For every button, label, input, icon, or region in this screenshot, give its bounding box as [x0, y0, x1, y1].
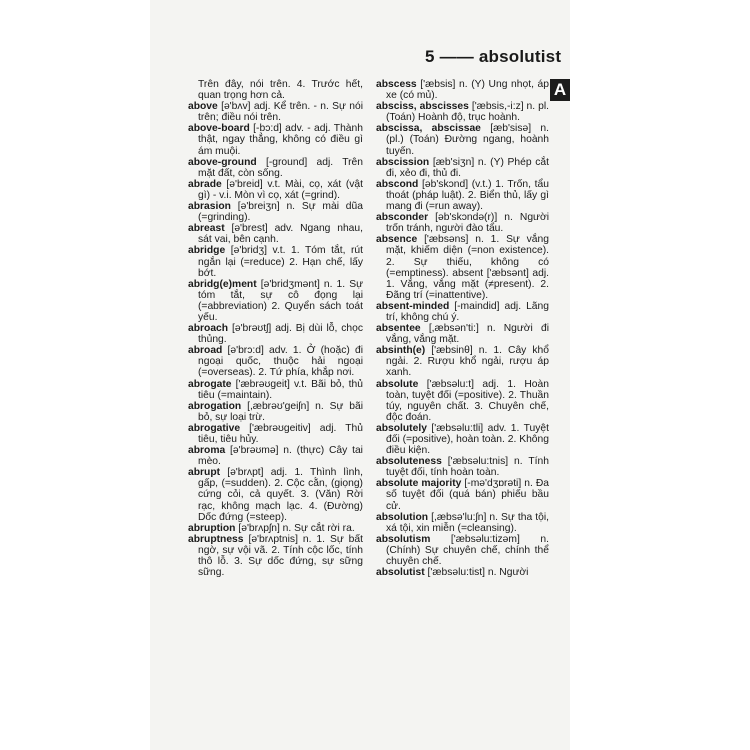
dictionary-entry [188, 157, 363, 179]
dictionary-entry [376, 101, 549, 123]
entry-headword: absconder [376, 212, 429, 224]
entry-definition: [ə'breid] v.t. Mài, cọ, xát (vật gì) - v.i. Mòn vì cọ, xát (=grind). [198, 178, 363, 201]
entry-definition: Trên đây, nói trên. 4. Trước hết, quan trọng hơn cả. [198, 79, 363, 102]
entry-headword: absciss, abscisses [376, 101, 469, 113]
left-column [188, 79, 363, 578]
dictionary-entry [188, 534, 363, 578]
entry-definition: ['æbsəlu:tli] adv. 1. Tuyệt đối (=positive), hoàn toàn. 2. Không điều kiện. [386, 422, 549, 457]
entry-headword: absoluteness [376, 456, 442, 468]
dictionary-entry [376, 123, 549, 156]
dictionary-entry [376, 212, 549, 234]
dictionary-entry [188, 401, 363, 423]
entry-headword: abscission [376, 156, 430, 168]
entry-definition: [əb'skɔnd] (v.t.) 1. Trốn, tẩu thoát (pháp luật). 2. Biển thủ, lấy gì mang đi (=run away). [386, 178, 549, 213]
entry-definition: [ə'bridʒ] v.t. 1. Tóm tắt, rút ngắn lại (=reduce) 2. Hạn chế, lấy bớt. [198, 245, 363, 279]
entry-definition: [-mə'dʒɒrəti] n. Đa số tuyệt đối (quá bán) phiếu bầu cử. [386, 478, 549, 512]
entry-headword: above [188, 101, 218, 113]
dictionary-entry [376, 345, 549, 378]
dictionary-entry [188, 379, 363, 401]
entry-definition: [ə'brʌpt] adj. 1. Thình lình, gấp, (=sudden). 2. Cộc cằn, (giọng) cứng cỏi, cả quyết. 3. (Văn) Rời rạc, không mạch lạc. 4. (Đường) Dốc đứng (=steep). [198, 467, 363, 523]
entry-headword: abrupt [188, 467, 221, 479]
entry-definition: ['æbrəʊgeit] v.t. Bãi bỏ, thủ tiêu (=maintain). [198, 378, 363, 401]
entry-headword: absolute [376, 378, 419, 390]
dictionary-entry [188, 79, 363, 101]
entry-definition: [ə'brəʊmə] n. (thực) Cây tai mèo. [198, 445, 363, 468]
entry-definition: [-bɔ:d] adv. - adj. Thành thật, ngay thẳng, không có điều gì ám muội. [198, 123, 363, 157]
page-header: 5 —— absolutist [425, 47, 562, 66]
entry-headword: abrade [188, 178, 222, 190]
dictionary-entry [376, 534, 549, 567]
dictionary-entry [376, 567, 549, 578]
entry-definition: [əb'skɔndə(r)] n. Người trốn tránh, người đào tẩu. [386, 212, 549, 235]
entry-headword: abscissa, abscissae [376, 123, 481, 135]
dictionary-entry [376, 423, 549, 456]
dictionary-entry [376, 157, 549, 179]
entry-definition: [-maindid] adj. Lãng trí, không chú ý. [386, 300, 549, 323]
dictionary-entry [188, 223, 363, 245]
entry-headword: absentee [376, 323, 421, 335]
entry-definition: [,æbsə'lu:ʃn] n. Sự tha tội, xá tội, xin miễn (=cleansing). [386, 511, 549, 534]
entry-definition: ['æbsis] n. (Y) Ung nhọt, áp xe (có mủ). [386, 79, 549, 102]
entry-headword: abrogate [188, 378, 232, 390]
entry-headword: abrogation [188, 400, 242, 412]
entry-definition: [,æbrəʊ'geiʃn] n. Sự bãi bỏ, sự loại trừ. [198, 400, 363, 423]
entry-headword: abridge [188, 245, 226, 257]
dictionary-entry [376, 456, 549, 478]
dictionary-entry [188, 201, 363, 223]
dictionary-entry [188, 467, 363, 522]
entry-headword: abreast [188, 223, 225, 235]
entry-definition: ['æbsinθ] n. 1. Cây khổ ngải. 2. Rượu khổ ngải, rượu áp xanh. [386, 345, 549, 379]
entry-headword: abrogative [188, 422, 241, 434]
dictionary-entry [376, 179, 549, 212]
dictionary-entry [188, 323, 363, 345]
entry-headword: abridg(e)ment [188, 278, 257, 290]
entry-headword: absolute majority [376, 478, 462, 490]
entry-headword: absolutism [376, 533, 431, 545]
entry-definition: ['æbsəlu:tist] n. Người [427, 567, 529, 579]
entry-definition: [ə'brʌpʃn] n. Sự cắt rời ra. [238, 522, 355, 534]
letter-tab: A [550, 79, 570, 101]
entry-definition: [æb'siʒn] n. (Y) Phép cắt đi, xẻo đi, thủ đi. [386, 156, 549, 179]
entry-definition: [ə'brʌptnis] n. 1. Sự bất ngờ, sự vội vã. 2. Tính cộc lốc, tính thô lỗ. 3. Sự dốc đứng, sự sững sững. [198, 533, 363, 579]
entry-headword: absence [376, 234, 418, 246]
entry-definition: [ə'bʌv] adj. Kể trên. - n. Sự nói trên; điều nói trên. [198, 101, 363, 124]
dictionary-entry [376, 512, 549, 534]
entry-definition: [ə'bridʒmənt] n. 1. Sự tóm tắt, sự cô đọng lại (=abbreviation) 2. Quyển sách toát yếu. [198, 278, 363, 323]
dictionary-entry [376, 234, 549, 301]
dictionary-entry [376, 478, 549, 511]
entry-definition: ['æbsəlu:tizəm] n. (Chính) Sự chuyên chế, chính thể chuyên chế. [386, 533, 549, 568]
dictionary-entry [376, 79, 549, 101]
entry-definition: ['æbsis,-i:z] n. pl. (Toán) Hoành độ, trục hoành. [386, 101, 549, 124]
right-column [376, 79, 549, 578]
dictionary-entry [188, 123, 363, 156]
entry-definition: [,æbsən'ti:] n. Người đi vắng, vắng mặt. [386, 323, 549, 346]
entry-headword: abroach [188, 323, 229, 335]
entry-definition: [ə'brest] adv. Ngang nhau, sát vai, bên cạnh. [198, 223, 363, 246]
entry-headword: above-ground [188, 156, 257, 168]
entry-headword: absent-minded [376, 300, 450, 312]
entry-headword: abrasion [188, 201, 231, 213]
entry-definition: ['æbsəlu:t] adj. 1. Hoàn toàn, tuyệt đối (=positive). 2. Thuần túy, nguyên chất. 3. Chuyên chế, độc đoán. [386, 378, 549, 423]
entry-definition: [ə'brəʊtʃ] adj. Bị dùi lỗ, chọc thủng. [198, 323, 363, 346]
entry-headword: abruptness [188, 533, 244, 545]
dictionary-entry [188, 101, 363, 123]
entry-definition: [ə'breiʒn] n. Sự mài dũa (=grinding). [198, 201, 363, 224]
entry-definition: [-ground] adj. Trên mặt đất, còn sống. [198, 156, 363, 179]
entry-headword: abruption [188, 522, 236, 534]
dictionary-entry [188, 523, 363, 534]
entry-headword: abroad [188, 345, 223, 357]
entry-headword: abscond [376, 178, 419, 190]
dictionary-entry [188, 245, 363, 278]
dictionary-entry [376, 379, 549, 423]
entry-headword: abroma [188, 445, 226, 457]
entry-headword: above-board [188, 123, 250, 135]
dictionary-entry [188, 445, 363, 467]
entry-definition: [æb'sisə] n. (pl.) (Toán) Đường ngang, hoành tuyến. [386, 123, 549, 157]
entry-definition: [ə'brɔ:d] adv. 1. Ở (hoặc) đi ngoại quốc, thuộc hải ngoại (=overseas). 2. Tứ phía, khắp nơi. [198, 345, 363, 379]
entry-headword: abscess [376, 79, 417, 90]
entry-headword: absolution [376, 511, 429, 523]
entry-headword: absolutely [376, 422, 427, 434]
dictionary-entry [376, 301, 549, 323]
entry-definition: ['æbsəns] n. 1. Sự vắng mặt, khiếm diện (=non existence). 2. Sự thiếu, không có (=emptiness). absent ['æbsənt] adj. 1. Vắng, vắng mặt (≠present). 2. Đãng trí (=inattentive). [386, 234, 549, 301]
dictionary-entry [188, 279, 363, 323]
entry-definition: ['æbsəlu:tnis] n. Tính tuyệt đối, tính hoàn toàn. [386, 456, 549, 479]
entry-headword: absinth(e) [376, 345, 426, 357]
entry-definition: ['æbrəʊgeitiv] adj. Thủ tiêu, tiêu hủy. [198, 422, 363, 445]
dictionary-entry [188, 423, 363, 445]
dictionary-entry [188, 179, 363, 201]
dictionary-entry [188, 345, 363, 378]
entry-headword: absolutist [376, 567, 425, 579]
dictionary-entry [376, 323, 549, 345]
